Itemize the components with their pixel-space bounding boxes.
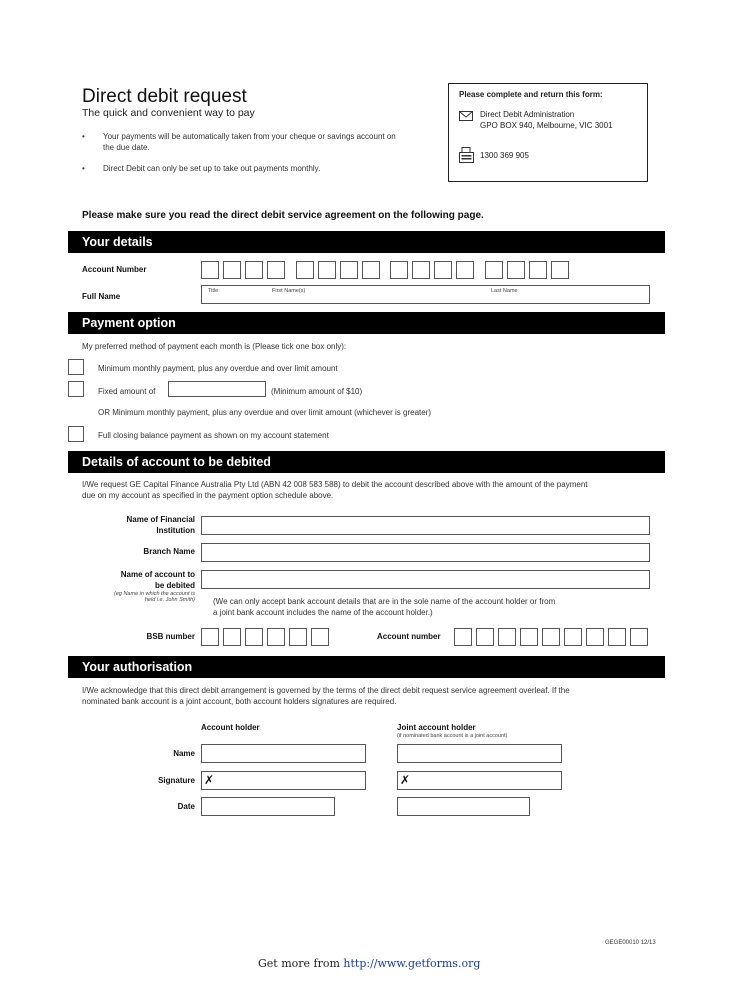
return-address-line2: GPO BOX 940, Melbourne, VIC 3001 (480, 121, 613, 130)
last-name-sublabel: Last Name (491, 288, 518, 294)
return-box-heading: Please complete and return this form: (459, 90, 603, 99)
fax-icon (459, 147, 474, 163)
footer (258, 957, 480, 970)
footer-prefix: Get more from (258, 957, 344, 970)
date-label: Date (177, 802, 195, 811)
financial-institution-label (75, 515, 195, 535)
financial-institution-label-line1: Name of Financial (126, 515, 195, 524)
digit-cell[interactable] (245, 261, 263, 279)
section-account-debit: Details of account to be debited (68, 451, 665, 473)
debit-intro-line1: I/We request GE Capital Finance Australia Pty Ltd (ABN 42 008 583 588) to debit the account described above with the amount of the payment (82, 480, 588, 489)
digit-cell[interactable] (362, 261, 380, 279)
holder-signature-input[interactable] (201, 771, 366, 790)
authorisation-intro-line1: I/We acknowledge that this direct debit arrangement is governed by the terms of the direct debit request service agreement overleaf. If the (82, 686, 570, 695)
account-number-label: Account Number (82, 265, 147, 274)
form-code: GEGE00010 12/13 (605, 940, 656, 946)
envelope-icon (459, 111, 473, 121)
digit-cell[interactable] (630, 628, 648, 646)
financial-institution-label-line2: Institution (156, 526, 195, 535)
account-name-note-line1: (We can only accept bank account details that are in the sole name of the account holder or from (213, 597, 556, 606)
page-subtitle: The quick and convenient way to pay (82, 107, 255, 119)
digit-cell[interactable] (586, 628, 604, 646)
joint-date-input[interactable] (397, 797, 530, 816)
branch-name-input[interactable] (201, 543, 650, 562)
joint-signature-input[interactable] (397, 771, 562, 790)
name-label: Name (173, 749, 195, 758)
account-name-hint-line2: held i.e. John Smith) (144, 597, 195, 603)
account-name-label-line2: be debited (154, 581, 195, 590)
holder-name-input[interactable] (201, 744, 366, 763)
bsb-label: BSB number (146, 632, 195, 641)
payment-intro: My preferred method of payment each month is (Please tick one box only): (82, 342, 347, 351)
account-name-label (75, 570, 195, 603)
account-name-note-line2: a joint bank account includes the name of the account holder.) (213, 608, 433, 617)
digit-cell[interactable] (267, 261, 285, 279)
debit-intro-line2: due on my account as specified in the payment option schedule above. (82, 491, 334, 500)
sign-here-icon: ✗ (400, 773, 411, 787)
digit-cell[interactable] (507, 261, 525, 279)
digit-cell[interactable] (318, 261, 336, 279)
digit-cell[interactable] (564, 628, 582, 646)
first-name-sublabel: First Name(s) (272, 288, 306, 294)
digit-cell[interactable] (520, 628, 538, 646)
fixed-amount-minimum: (Minimum amount of $10) (271, 387, 363, 396)
account-number-field[interactable] (0, 261, 733, 279)
digit-cell[interactable] (201, 261, 219, 279)
holder-date-input[interactable] (201, 797, 335, 816)
digit-cell[interactable] (434, 261, 452, 279)
notice-text: Please make sure you read the direct debit service agreement on the following page. (82, 210, 484, 221)
account-name-label-line1: Name of account to (120, 570, 195, 579)
fax-number: 1300 369 905 (480, 151, 529, 160)
authorisation-intro-line2: nominated bank account is a joint account, both account holders signatures are required. (82, 697, 397, 706)
option-fixed-label: Fixed amount of (98, 387, 156, 396)
section-your-details: Your details (68, 231, 665, 253)
section-payment-option: Payment option (68, 312, 665, 334)
digit-cell[interactable] (340, 261, 358, 279)
bullet-item (82, 163, 402, 174)
branch-name-label: Branch Name (143, 547, 195, 556)
option-minimum-label: Minimum monthly payment, plus any overdue and over limit amount (98, 364, 338, 373)
return-address-line1: Direct Debit Administration (480, 110, 575, 119)
sign-here-icon: ✗ (204, 773, 215, 787)
account-name-hint-line1: (eg Name in which the account is (113, 591, 195, 597)
bullet-item (82, 131, 402, 153)
joint-holder-subheading: (if nominated bank account is a joint account) (397, 733, 508, 739)
bullet-text: Direct Debit can only be set up to take out payments monthly. (103, 164, 321, 173)
full-name-label: Full Name (82, 292, 121, 301)
fixed-amount-input[interactable] (168, 381, 266, 397)
digit-cell[interactable] (498, 628, 516, 646)
digit-cell[interactable] (390, 261, 408, 279)
option-fixed-checkbox[interactable] (68, 381, 84, 397)
bullet-dot: • (82, 164, 85, 173)
debit-account-number-field[interactable] (0, 628, 733, 646)
title-sublabel: Title (208, 288, 219, 294)
debit-account-number-label: Account number (377, 632, 441, 641)
bullet-dot: • (82, 132, 85, 141)
full-name-field[interactable] (201, 285, 650, 304)
section-authorisation: Your authorisation (68, 656, 665, 678)
signature-label: Signature (158, 776, 195, 785)
digit-cell[interactable] (551, 261, 569, 279)
digit-cell[interactable] (296, 261, 314, 279)
return-info-box (448, 83, 648, 182)
option-closing-balance-checkbox[interactable] (68, 426, 84, 442)
digit-cell[interactable] (542, 628, 560, 646)
option-minimum-checkbox[interactable] (68, 359, 84, 375)
option-closing-balance-label: Full closing balance payment as shown on my account statement (98, 431, 329, 440)
bullet-text: Your payments will be automatically taken from your cheque or savings account on the due date. (103, 132, 396, 152)
option-fixed-or: OR Minimum monthly payment, plus any overdue and over limit amount (whichever is greater) (98, 408, 432, 417)
digit-cell[interactable] (529, 261, 547, 279)
digit-cell[interactable] (608, 628, 626, 646)
joint-holder-heading: Joint account holder (397, 723, 476, 732)
digit-cell[interactable] (454, 628, 472, 646)
digit-cell[interactable] (412, 261, 430, 279)
financial-institution-input[interactable] (201, 516, 650, 535)
digit-cell[interactable] (223, 261, 241, 279)
digit-cell[interactable] (476, 628, 494, 646)
footer-link[interactable]: http://www.getforms.org (343, 957, 481, 970)
digit-cell[interactable] (485, 261, 503, 279)
account-holder-heading: Account holder (201, 723, 260, 732)
account-name-input[interactable] (201, 570, 650, 589)
digit-cell[interactable] (456, 261, 474, 279)
joint-name-input[interactable] (397, 744, 562, 763)
page-title: Direct debit request (82, 86, 247, 107)
